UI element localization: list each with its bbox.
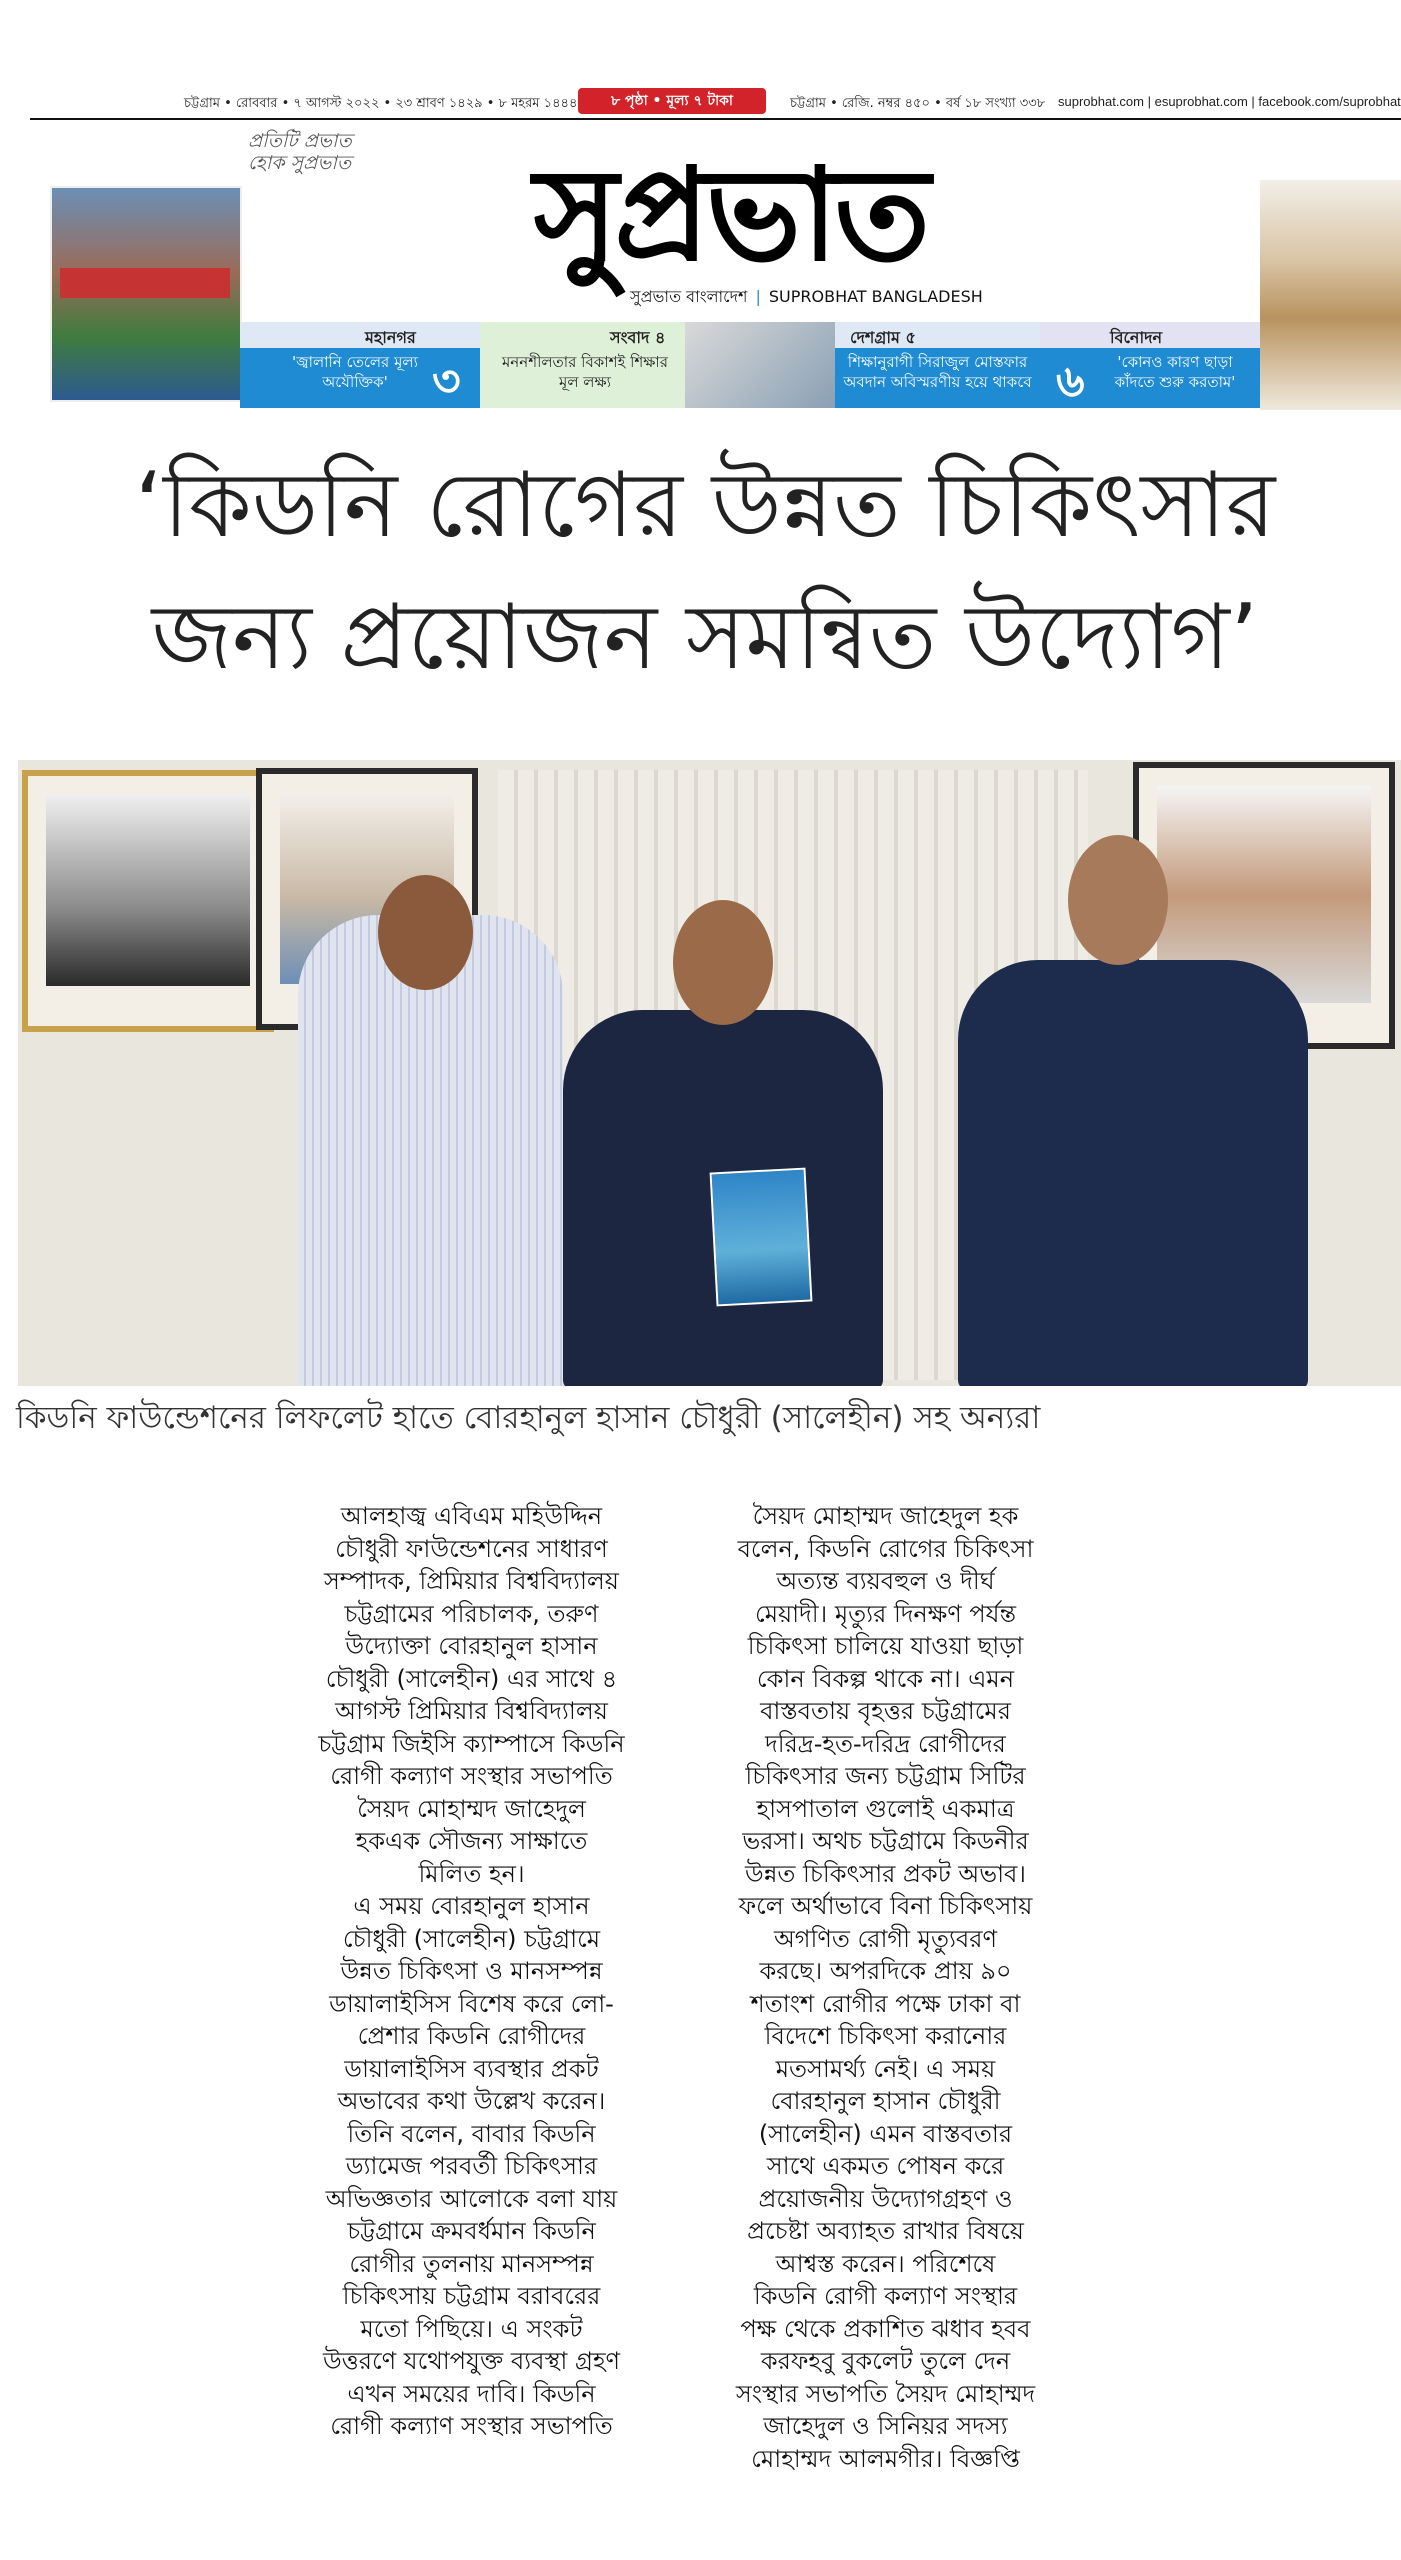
body-line: রোগী কল্যাণ সংস্থার সভাপতি <box>330 1762 613 1790</box>
body-line: উদ্যোক্তা বোরহানুল হাসান <box>345 1632 598 1660</box>
body-line: চৌধুরী (সালেহীন) চট্টগ্রামে <box>342 1924 601 1953</box>
body-line: অগণিত রোগী মৃত্যুবরণ <box>773 1924 998 1953</box>
subtitle-bengali: সুপ্রভাত বাংলাদেশ <box>630 287 748 306</box>
teaser-page-number: ৩ <box>432 356 461 407</box>
article-photo <box>18 760 1401 1386</box>
teaser-label: সংবাদ ৪ <box>610 328 666 347</box>
person-left-head <box>378 875 473 990</box>
body-line: চট্টগ্রাম জিইসি ক্যাম্পাসে কিডনি <box>318 1729 625 1758</box>
body-line: (সালেহীন) এমন বাস্তবতার <box>758 2119 1013 2148</box>
person-center-head <box>673 900 773 1025</box>
teaser-mohanagar <box>240 322 480 408</box>
body-line: রোগীর তুলনায় মানসম্পন্ন <box>349 2249 594 2278</box>
teaser-text: শিক্ষানুরাগী সিরাজুল মোস্তফার অবদান অবিস্মরণীয় হয়ে থাকবে <box>843 353 1032 391</box>
body-line: করছে। অপরদিকে প্রায় ৯০ <box>759 1957 1012 1985</box>
body-line: ড্যামেজ পরবর্তী চিকিৎসার <box>345 2152 598 2180</box>
body-line: চিকিৎসায় চট্টগ্রাম বরাবরের <box>342 2282 601 2310</box>
registration-info: চট্টগ্রাম • রেজি. নম্বর ৪৫০ • বর্ষ ১৮ সংখ্যা ৩৩৮ <box>790 96 1046 111</box>
article-column-2 <box>718 1500 1053 2475</box>
body-line: মতসামর্থ্য নেই। এ সময় <box>775 2054 996 2083</box>
body-line: অভিজ্ঞতার আলোকে বলা যায় <box>325 2184 618 2213</box>
body-line: চৌধুরী ফাউন্ডেশনের সাধারণ <box>335 1534 608 1563</box>
body-line: এ সময় বোরহানুল হাসান <box>353 1892 590 1920</box>
teaser-text: মননশীলতার বিকাশই শিক্ষার মূল লক্ষ্য <box>501 353 669 391</box>
teaser-deshgram <box>835 322 1040 408</box>
body-line: চিকিৎসা চালিয়ে যাওয়া ছাড়া <box>747 1632 1024 1660</box>
body-line: উত্তরণে যথোপযুক্ত ব্যবস্থা গ্রহণ <box>322 2347 621 2375</box>
body-line: ডায়ালাইসিস বিশেষ করে লো- <box>329 1989 614 2018</box>
website-links: suprobhat.com | esuprobhat.com | facebook.com/suprobhat <box>1058 94 1401 109</box>
body-line: জাহেদুল ও সিনিয়র সদস্য <box>763 2412 1008 2440</box>
body-line: হকএক সৌজন্য সাক্ষাতে <box>355 1827 588 1855</box>
body-line: আশ্বস্ত করেন। পরিশেষে <box>775 2249 996 2278</box>
body-line: কোন বিকল্প থাকে না। এমন <box>756 1664 1015 1693</box>
body-line: প্রচেষ্টা অব্যাহত রাখার বিষয়ে <box>747 2217 1024 2245</box>
masthead-left-photo <box>50 186 242 402</box>
body-line: সৈয়দ মোহাম্মদ জাহেদুল হক <box>752 1502 1019 1530</box>
subtitle-separator: | <box>755 287 761 306</box>
body-line: মেয়াদী। মৃত্যুর দিনক্ষণ পর্যন্ত <box>754 1599 1016 1628</box>
body-line: বিদেশে চিকিৎসা করানোর <box>764 2022 1007 2050</box>
body-line: চট্টগ্রামের পরিচালক, তরুণ <box>344 1599 599 1628</box>
body-line: রোগী কল্যাণ সংস্থার সভাপতি <box>330 2412 613 2440</box>
body-line: এখন সময়ের দাবি। কিডনি <box>347 2379 596 2408</box>
body-line: প্রয়োজনীয় উদ্যোগগ্রহণ ও <box>758 2184 1013 2213</box>
body-line: মোহাম্মদ আলমগীর। বিজ্ঞপ্তি <box>751 2444 1020 2473</box>
article-headline <box>40 440 1370 704</box>
teaser-songbad <box>480 322 685 408</box>
teaser-photo <box>685 322 835 408</box>
headline-line-1: ‘কিডনি রোগের উন্নত চিকিৎসার <box>134 453 1276 558</box>
body-line: উন্নত চিকিৎসার প্রকট অভাব। <box>745 1859 1026 1888</box>
body-line: ফলে অর্থাভাবে বিনা চিকিৎসায় <box>738 1892 1033 1920</box>
body-line: চৌধুরী (সালেহীন) এর সাথে ৪ <box>325 1664 618 1693</box>
article-column-1 <box>304 1500 639 2443</box>
body-line: বলেন, কিডনি রোগের চিকিৎসা <box>737 1534 1034 1563</box>
newspaper-logo: সুপ্রভাত <box>533 140 927 290</box>
body-line: সাথে একমত পোষন করে <box>766 2152 1005 2180</box>
person-right-head <box>1068 835 1168 965</box>
body-line: শতাংশ রোগীর পক্ষে ঢাকা বা <box>750 1989 1021 2018</box>
body-line: চট্টগ্রামে ক্রমবর্ধমান কিডনি <box>347 2217 596 2245</box>
body-line: উন্নত চিকিৎসা ও মানসম্পন্ন <box>340 1957 603 1985</box>
kidney-booklet <box>710 1168 813 1307</box>
body-line: করফহবু বুকলেট তুলে দেন <box>760 2347 1011 2375</box>
body-line: সংস্থার সভাপতি সৈয়দ মোহাম্মদ <box>735 2379 1036 2408</box>
body-line: ভরসা। অথচ চট্টগ্রামে কিডনীর <box>742 1827 1029 1855</box>
body-line: সম্পাদক, প্রিমিয়ার বিশ্ববিদ্যালয় <box>324 1567 619 1595</box>
person-right <box>958 960 1308 1386</box>
body-line: তিনি বলেন, বাবার কিডনি <box>347 2119 596 2148</box>
teaser-binodon <box>1040 322 1260 408</box>
masthead-right-photo <box>1260 180 1401 410</box>
teaser-label: দেশগ্রাম ৫ <box>850 328 916 347</box>
teaser-page-number: ৬ <box>1056 356 1085 407</box>
body-line: মিলিত হন। <box>418 1859 525 1888</box>
masthead-subtitle <box>630 284 983 311</box>
masthead-tagline: প্রতিটি প্রভাত হোক সুপ্রভাত <box>248 130 352 174</box>
body-line: বোরহানুল হাসান চৌধুরী <box>770 2087 1001 2115</box>
top-rule <box>30 118 1401 120</box>
body-line: হাসপাতাল গুলোই একমাত্র <box>756 1794 1015 1823</box>
body-line: দরিদ্র-হত-দরিদ্র রোগীদের <box>765 1729 1006 1758</box>
body-line: পক্ষ থেকে প্রকাশিত ঝধাব হবব <box>740 2314 1031 2343</box>
teaser-text: 'জ্বালানি তেলের মূল্য অযৌক্তিক' <box>292 353 418 391</box>
price-badge: ৮ পৃষ্ঠা • মূল্য ৭ টাকা <box>578 88 766 114</box>
dateline-bar <box>0 88 1401 118</box>
body-line: বাস্তবতায় বৃহত্তর চট্টগ্রামের <box>760 1697 1011 1725</box>
dateline-left: চট্টগ্রাম • রোববার • ৭ আগস্ট ২০২২ • ২৩ শ্রাবণ ১৪২৯ • ৮ মহরম ১৪৪৪ <box>184 96 578 111</box>
body-line: সৈয়দ মোহাম্মদ জাহেদুল <box>357 1794 586 1823</box>
body-line: প্রেশার কিডনি রোগীদের <box>357 2022 586 2050</box>
teaser-text: 'কোনও কারণ ছাড়া কাঁদতে শুরু করতাম' <box>1114 353 1236 391</box>
body-line: কিডনি রোগী কল্যাণ সংস্থার <box>753 2282 1018 2310</box>
body-line: অভাবের কথা উল্লেখ করেন। <box>337 2087 606 2115</box>
headline-line-2: জন্য প্রয়োজন সমন্বিত উদ্যোগ’ <box>151 585 1259 690</box>
teaser-label: মহানগর <box>365 328 416 347</box>
body-line: আলহাজ্ব এবিএম মহিউদ্দিন <box>340 1502 603 1530</box>
body-line: অত্যন্ত ব্যয়বহুল ও দীর্ঘ <box>776 1567 995 1595</box>
portrait-frame-left <box>22 770 274 1032</box>
subtitle-english: SUPROBHAT BANGLADESH <box>768 287 983 306</box>
body-line: চিকিৎসার জন্য চট্টগ্রাম সিটির <box>745 1762 1026 1790</box>
photo-caption: কিডনি ফাউন্ডেশনের লিফলেট হাতে বোরহানুল হাসান চৌধুরী (সালেহীন) সহ অন্যরা <box>16 1400 1041 1436</box>
teaser-label: বিনোদন <box>1110 328 1163 347</box>
body-line: আগস্ট প্রিমিয়ার বিশ্ববিদ্যালয় <box>335 1697 608 1725</box>
body-line: মতো পিছিয়ে। এ সংকট <box>360 2314 583 2343</box>
body-line: ডায়ালাইসিস ব্যবস্থার প্রকট <box>344 2054 599 2083</box>
